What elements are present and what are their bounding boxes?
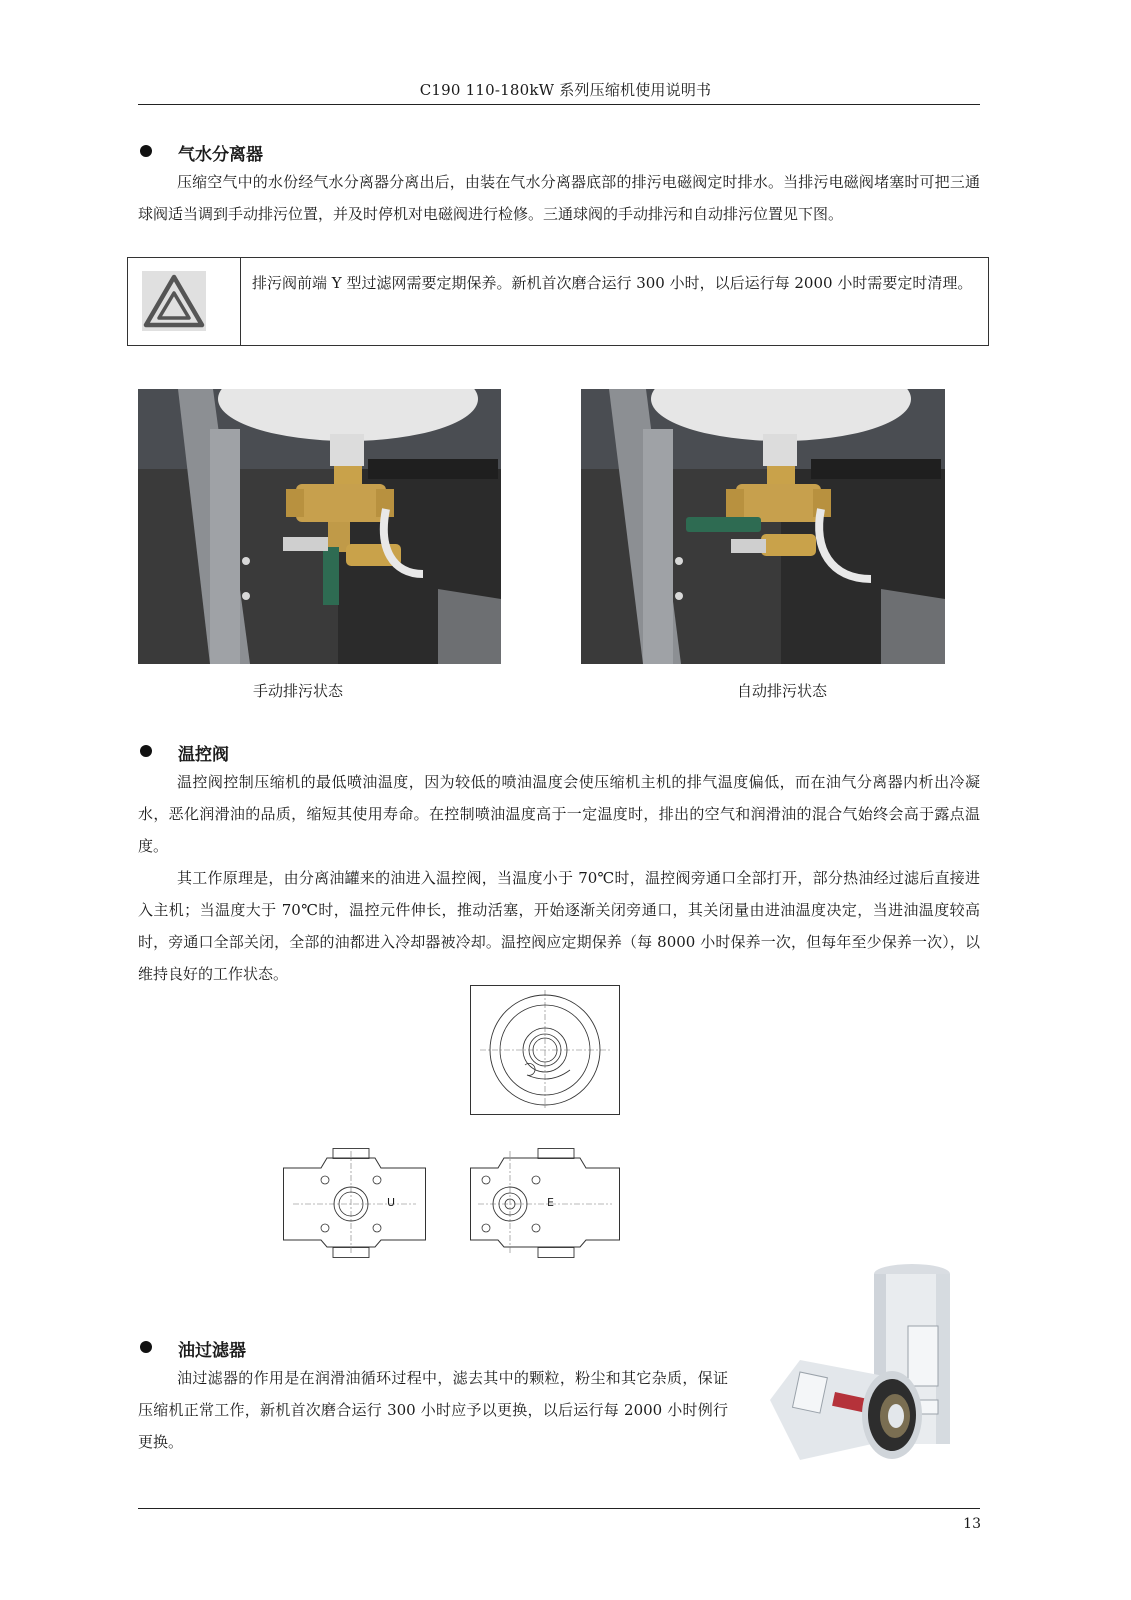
bullet-icon xyxy=(140,745,152,757)
bullet-icon xyxy=(140,145,152,157)
header-rule xyxy=(138,104,980,105)
photo-auto-drain xyxy=(581,389,945,664)
caption-auto-drain: 自动排污状态 xyxy=(737,682,828,700)
notice-text: 排污阀前端 Y 型过滤网需要定期保养。新机首次磨合运行 300 小时，以后运行每 2000 小时需要定时清理。 xyxy=(252,274,973,292)
notice-icon-cell xyxy=(128,258,241,345)
section-valve-body xyxy=(138,766,980,990)
warning-triangle-icon xyxy=(142,271,206,331)
photo-oil-filter xyxy=(740,1260,980,1472)
valve-drawing-top-view xyxy=(470,985,620,1115)
bullet-icon xyxy=(140,1341,152,1353)
oil-filter-paragraph: 油过滤器的作用是在润滑油循环过程中，滤去其中的颗粒，粉尘和其它杂质，保证压缩机正常工作，新机首次磨合运行 300 小时应予以更换，以后运行每 2000 小时例行更换。 xyxy=(138,1369,728,1451)
section-heading-separator: 气水分离器 xyxy=(178,145,263,165)
section-heading-thermostatic-valve: 温控阀 xyxy=(178,745,229,765)
drawing-label-e: E xyxy=(547,1196,554,1209)
document-header-title: C190 110-180kW 系列压缩机使用说明书 xyxy=(419,81,712,99)
footer-rule xyxy=(138,1508,980,1509)
section-heading-oil-filter: 油过滤器 xyxy=(178,1341,246,1361)
valve-paragraph-2: 其工作原理是，由分离油罐来的油进入温控阀，当温度小于 70℃时，温控阀旁通口全部打开，部分热油经过滤后直接进入主机；当温度大于 70℃时，温控元件伸长，推动活塞，开始逐渐关闭旁通口，其关闭量由进油温度决定，当进油温度较高时，旁通口全部关闭，全部的油都进入冷却器被冷却。温控阀应定期保养（每 8000 小时保养一次，但每年至少保养一次），以维持良好的工作状态。 xyxy=(138,869,980,983)
page-number: 13 xyxy=(963,1516,981,1532)
valve-drawing-side-view-e xyxy=(470,1148,620,1258)
maintenance-notice-box xyxy=(127,257,989,346)
photo-manual-drain xyxy=(138,389,501,664)
valve-drawing-side-view-u xyxy=(283,1148,426,1258)
caption-manual-drain: 手动排污状态 xyxy=(253,682,344,700)
section-oil-filter-body xyxy=(138,1362,728,1458)
separator-paragraph: 压缩空气中的水份经气水分离器分离出后，由装在气水分离器底部的排污电磁阀定时排水。当排污电磁阀堵塞时可把三通球阀适当调到手动排污位置，并及时停机对电磁阀进行检修。三通球阀的手动排污和自动排污位置见下图。 xyxy=(138,173,980,223)
section-separator-body xyxy=(138,166,980,230)
valve-paragraph-1: 温控阀控制压缩机的最低喷油温度，因为较低的喷油温度会使压缩机主机的排气温度偏低，而在油气分离器内析出冷凝水，恶化润滑油的品质，缩短其使用寿命。在控制喷油温度高于一定温度时，排出的空气和润滑油的混合气始终会高于露点温度。 xyxy=(138,773,980,855)
drawing-label-u: U xyxy=(387,1196,396,1209)
